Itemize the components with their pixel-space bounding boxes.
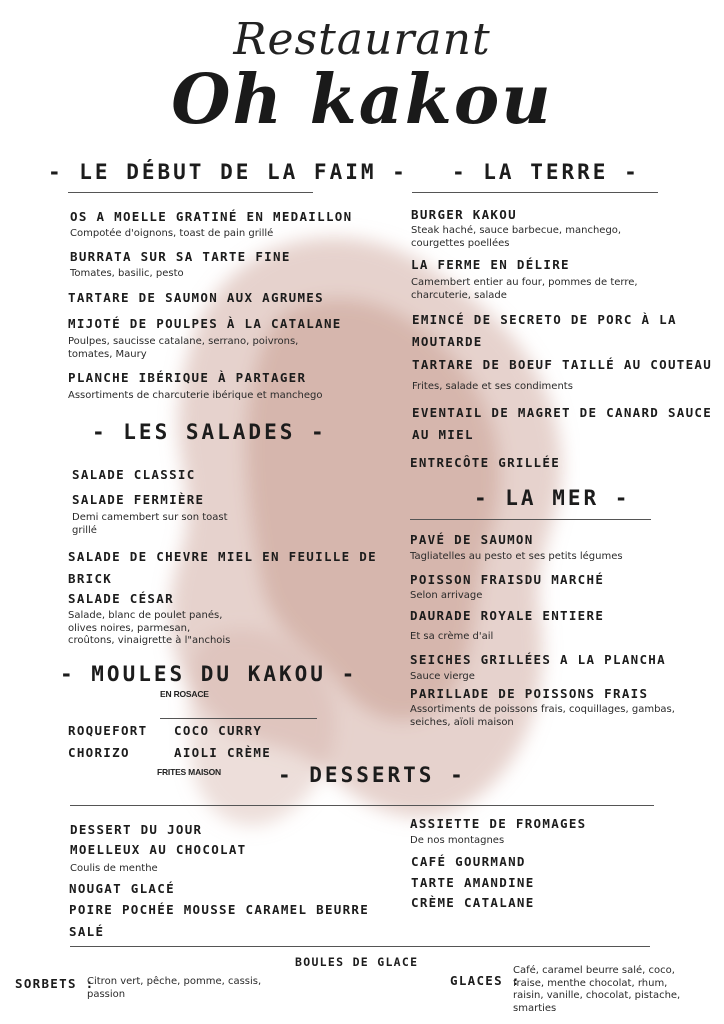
moules-item-3: AIOLI CRÈME bbox=[174, 745, 272, 760]
moules-note: EN ROSACE bbox=[160, 689, 209, 699]
salade-item-1: SALADE FERMIÈRE bbox=[72, 492, 205, 507]
dessert-left-3: POIRE POCHÉE MOUSSE CARAMEL BEURRE SALÉ bbox=[69, 902, 370, 939]
sorbets-desc: Citron vert, pêche, pomme, cassis, passion bbox=[87, 976, 262, 1000]
faim-item-4: PLANCHE IBÉRIQUE À PARTAGER bbox=[68, 370, 307, 385]
dessert-left-1: MOELLEUX AU CHOCOLAT bbox=[70, 842, 247, 857]
terre-item-1: LA FERME EN DÉLIRE bbox=[411, 257, 570, 272]
dessert-left-0: DESSERT DU JOUR bbox=[70, 822, 203, 837]
heading-terre: - LA TERRE - bbox=[452, 160, 640, 184]
divider bbox=[70, 805, 654, 806]
heading-desserts: - DESSERTS - bbox=[278, 763, 466, 787]
mer-item-1: POISSON FRAISDU MARCHÉ bbox=[410, 572, 605, 587]
faim-item-3: MIJOTÉ DE POULPES À LA CATALANE bbox=[68, 316, 342, 331]
dessert-left-desc-1: Coulis de menthe bbox=[70, 863, 158, 874]
mer-item-3: SEICHES GRILLÉES A LA PLANCHA bbox=[410, 652, 666, 667]
salade-item-3: SALADE CÉSAR bbox=[68, 591, 174, 606]
terre-desc-3: Frites, salade et ses condiments bbox=[412, 381, 573, 392]
dessert-right-1: CAFÉ GOURMAND bbox=[411, 854, 526, 869]
salade-desc-3: Salade, blanc de poulet panés, olives noires, parmesan, croûtons, vinaigrette à l"anchois bbox=[68, 610, 231, 646]
dessert-right-0: ASSIETTE DE FROMAGES bbox=[410, 816, 587, 831]
dessert-right-desc-0: De nos montagnes bbox=[410, 835, 505, 846]
faim-desc-4: Assortiments de charcuterie ibérique et manchego bbox=[68, 390, 323, 401]
divider bbox=[412, 192, 658, 193]
mer-desc-2: Et sa crème d'ail bbox=[410, 631, 494, 642]
terre-desc-1: Camembert entier au four, pommes de terre, charcuterie, salade bbox=[411, 277, 638, 301]
salade-item-2: SALADE DE CHEVRE MIEL EN FEUILLE DE BRICK bbox=[68, 549, 377, 586]
faim-desc-3: Poulpes, saucisse catalane, serrano, poivrons, tomates, Maury bbox=[68, 336, 299, 360]
mer-desc-1: Selon arrivage bbox=[410, 590, 483, 601]
heading-moules: - MOULES DU KAKOU - bbox=[60, 662, 358, 686]
terre-item-4: EVENTAIL DE MAGRET DE CANARD SAUCE AU MIEL bbox=[412, 405, 713, 442]
faim-desc-1: Tomates, basilic, pesto bbox=[70, 268, 184, 279]
terre-item-5: ENTRECÔTE GRILLÉE bbox=[410, 455, 561, 470]
moules-item-1: COCO CURRY bbox=[174, 723, 263, 738]
dessert-right-2: TARTE AMANDINE bbox=[411, 875, 535, 890]
mer-desc-4: Assortiments de poissons frais, coquillages, gambas, seiches, aïoli maison bbox=[410, 704, 675, 728]
faim-item-1: BURRATA SUR SA TARTE FINE bbox=[70, 249, 291, 264]
glace-heading: BOULES DE GLACE bbox=[295, 955, 419, 969]
glaces-label: GLACES : bbox=[450, 973, 521, 988]
faim-item-0: OS A MOELLE GRATINÉ EN MEDAILLON bbox=[70, 209, 353, 224]
restaurant-name: Oh kakou bbox=[171, 60, 553, 140]
salade-item-0: SALADE CLASSIC bbox=[72, 467, 196, 482]
faim-desc-0: Compotée d'oignons, toast de pain grillé bbox=[70, 228, 274, 239]
dessert-right-3: CRÈME CATALANE bbox=[411, 895, 535, 910]
moules-footnote: FRITES MAISON bbox=[157, 767, 221, 777]
divider bbox=[410, 519, 651, 520]
faim-item-2: TARTARE DE SAUMON AUX AGRUMES bbox=[68, 290, 324, 305]
terre-item-0: BURGER KAKOU bbox=[411, 207, 517, 222]
mer-item-4: PARILLADE DE POISSONS FRAIS bbox=[410, 686, 649, 701]
restaurant-title: Restaurant bbox=[233, 14, 491, 65]
moules-item-2: CHORIZO bbox=[68, 745, 130, 760]
glaces-desc: Café, caramel beurre salé, coco, fraise, menthe chocolat, rhum, raisin, vanille, chocolat, pistache, smarties bbox=[513, 965, 681, 1014]
heading-mer: - LA MER - bbox=[474, 486, 631, 510]
divider bbox=[68, 192, 313, 193]
divider bbox=[70, 946, 650, 947]
terre-item-2: EMINCÉ DE SECRETO DE PORC À LA MOUTARDE bbox=[412, 312, 677, 349]
heading-faim: - LE DÉBUT DE LA FAIM - bbox=[48, 160, 408, 184]
mer-desc-0: Tagliatelles au pesto et ses petits légumes bbox=[410, 551, 623, 562]
mer-item-2: DAURADE ROYALE ENTIERE bbox=[410, 608, 605, 623]
dessert-left-2: NOUGAT GLACÉ bbox=[69, 881, 175, 896]
sorbets-label: SORBETS : bbox=[15, 976, 95, 991]
terre-item-3: TARTARE DE BOEUF TAILLÉ AU COUTEAU bbox=[412, 357, 713, 372]
mer-item-0: PAVÉ DE SAUMON bbox=[410, 532, 534, 547]
heading-salades: - LES SALADES - bbox=[92, 420, 327, 444]
moules-item-0: ROQUEFORT bbox=[68, 723, 148, 738]
salade-desc-1: Demi camembert sur son toast grillé bbox=[72, 512, 228, 536]
terre-desc-0: Steak haché, sauce barbecue, manchego, courgettes poellées bbox=[411, 225, 622, 249]
divider bbox=[160, 718, 317, 719]
mer-desc-3: Sauce vierge bbox=[410, 671, 475, 682]
